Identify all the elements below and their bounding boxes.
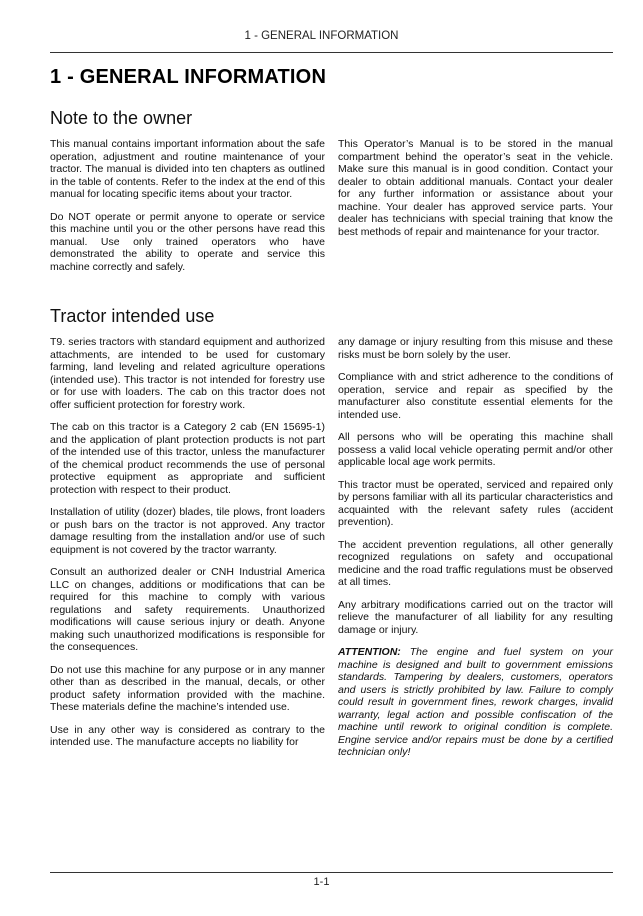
paragraph: T9. series tractors with standard equipment and authorized attachments, are intended to be used for customary farming, land leveling and related agriculture operations (intended use). This tractor is not intended for forestry use or for use with loaders. The cab on this tractor does not offer sufficient protection for forestry work. — [50, 336, 325, 411]
paragraph: Do NOT operate or permit anyone to operate or service this machine until you or the other persons have read this manual. Use only trained operators who have demonstrated the ability to operate and service this machine correctly and safely. — [50, 210, 325, 273]
tractor-intended-use-heading: Tractor intended use — [50, 306, 215, 326]
intended-use-left-column — [50, 336, 325, 759]
footer-rule — [50, 872, 613, 873]
header-rule — [50, 52, 613, 53]
running-header: 1 - GENERAL INFORMATION — [244, 30, 399, 42]
paragraph: The cab on this tractor is a Category 2 cab (EN 15695-1) and the application of plant protection products is not part of the intended use of this tractor, unless the manufacturer of the chemical product recommends the use of personal protective equipment as appropriate and sufficient protection with respect to their product. — [50, 421, 325, 496]
note-left-column — [50, 138, 325, 283]
attention-text: The engine and fuel system on your machine is designed and built to government emissions standards. Tampering by dealers, customers, operators and users is strictly prohibited by law. Failure to comply could result in government fines, rework charges, invalid warranty, legal action and possible confiscation of the machine until rework to original condition is complete. Engine service and/or repairs must be done by a certified technician only! — [338, 646, 613, 758]
paragraph: Use in any other way is considered as contrary to the intended use. The manufacture accepts no liability for — [50, 723, 325, 748]
paragraph: Any arbitrary modifications carried out on the tractor will relieve the manufacturer of all liability for any resulting damage or injury. — [338, 598, 613, 636]
paragraph: Compliance with and strict adherence to the conditions of operation, service and repair as specified by the manufacturer also constitute essential elements for the intended use. — [338, 371, 613, 421]
chapter-title: 1 - GENERAL INFORMATION — [50, 66, 327, 88]
paragraph: Installation of utility (dozer) blades, tile plows, front loaders or push bars on the tractor is not approved. Any tractor damage resulting from the installation and/or use of such equipment is not covered by the tractor warranty. — [50, 506, 325, 556]
attention-notice — [338, 646, 613, 759]
paragraph: any damage or injury resulting from this misuse and these risks must be born solely by the user. — [338, 336, 613, 361]
attention-label: ATTENTION: — [338, 646, 401, 658]
note-to-owner-heading: Note to the owner — [50, 108, 193, 128]
paragraph: This tractor must be operated, serviced and repaired only by persons familiar with all its particular characteristics and acquainted with the relevant safety rules (accident prevention). — [338, 478, 613, 528]
paragraph: The accident prevention regulations, all other generally recognized regulations on safety and occupational medicine and the road traffic regulations must be observed at all times. — [338, 538, 613, 588]
paragraph: This Operator’s Manual is to be stored in the manual compartment behind the operator’s seat in the vehicle. Make sure this manual is in good condition. Contact your dealer to obtain additional manuals. Contact your dealer for any further information or assistance about your machine. Your dealer has approved service parts. Your dealer has technicians with special training that know the best methods of repair and maintenance for your tractor. — [338, 138, 613, 238]
paragraph: Do not use this machine for any purpose or in any manner other than as described in the manual, decals, or other product safety information provided with the machine. These materials define the machine’s intended use. — [50, 663, 325, 713]
paragraph: This manual contains important information about the safe operation, adjustment and routine maintenance of your tractor. The manual is divided into ten chapters as outlined in the table of contents. Refer to the index at the end of this manual for locating specific items about your tractor. — [50, 138, 325, 200]
intended-use-right-column — [338, 336, 613, 769]
page-number: 1-1 — [313, 876, 330, 888]
note-right-column — [338, 138, 613, 248]
paragraph: All persons who will be operating this machine shall possess a valid local vehicle operating permit and/or other applicable local age work permits. — [338, 431, 613, 468]
paragraph: Consult an authorized dealer or CNH Industrial America LLC on changes, additions or modifications that can be required for this machine to comply with various regulations and safety requirements. Unauthorized modifications will cause serious injury or death. Anyone making such unauthorized modifications is responsible for the consequences. — [50, 566, 325, 653]
